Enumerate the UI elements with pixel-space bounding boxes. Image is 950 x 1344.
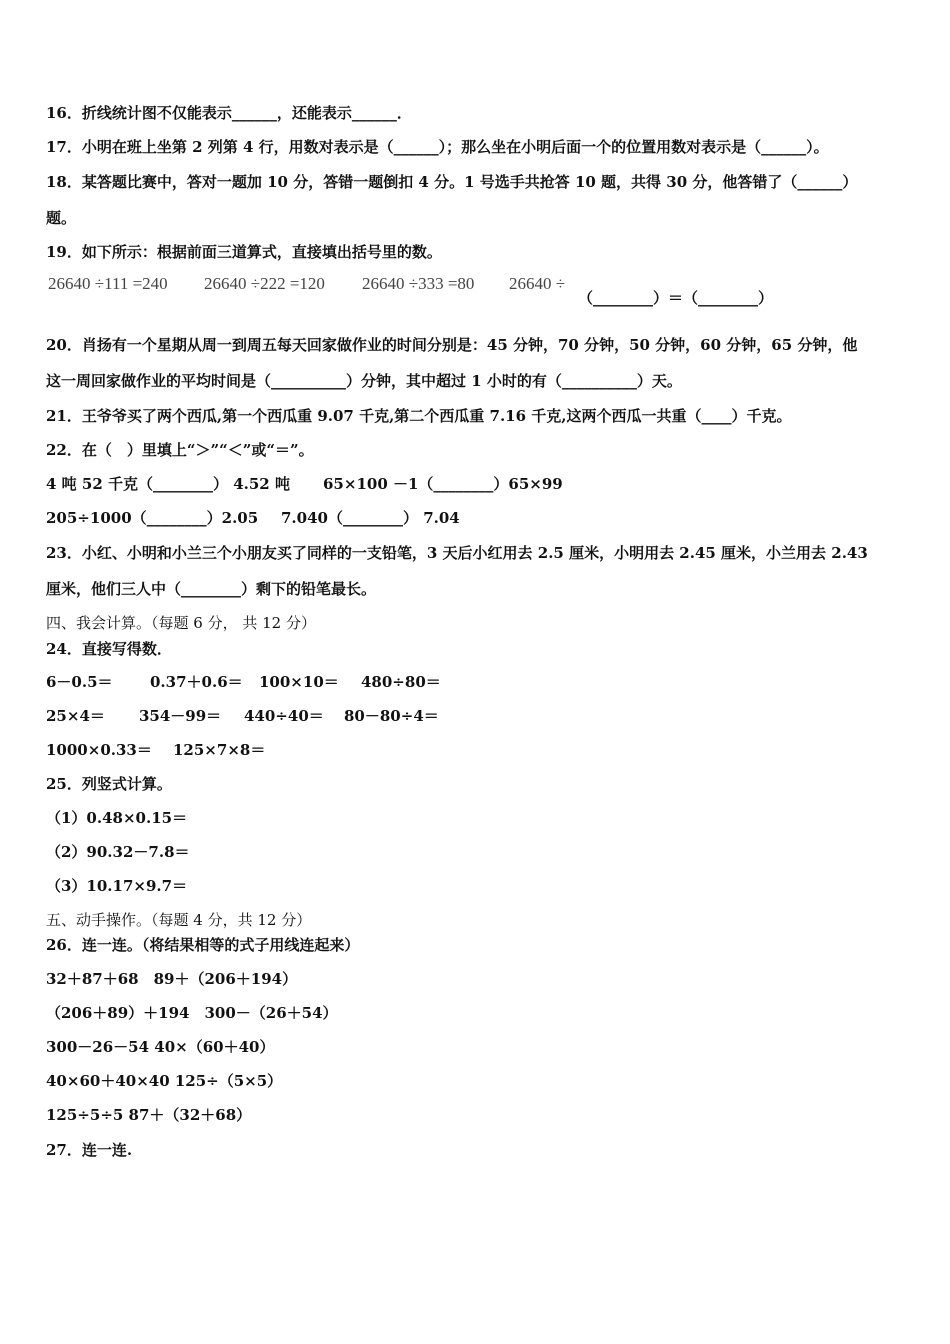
q26-row: 125÷5÷5 87＋（32＋68）	[46, 1106, 252, 1124]
q24-item: 354－99＝	[139, 707, 222, 725]
q24-item: 25×4＝	[46, 707, 105, 725]
question-23-line1: 23．小红、小明和小兰三个小朋友买了同样的一支铅笔，3 天后小红用去 2.5 厘米，小明用去 2.45 厘米，小兰用去 2.43	[46, 544, 868, 562]
question-22-title: 22．在（ ）里填上“＞”“＜”或“＝”。	[46, 441, 314, 459]
q25-item: （2）90.32－7.8＝	[46, 843, 190, 861]
q19-equation: 26640 ÷222 =120	[204, 274, 325, 293]
question-18-line1: 18．某答题比赛中，答对一题加 10 分，答错一题倒扣 4 分。1 号选手共抢答 10 题，共得 30 分，他答错了（______）	[46, 173, 858, 191]
q24-item: 80－80÷4＝	[344, 707, 439, 725]
q24-item: 480÷80＝	[361, 673, 441, 691]
question-20-line2: 这一周回家做作业的平均时间是（__________）分钟，其中超过 1 小时的有（__________）天。	[46, 372, 682, 390]
q22-item: 7.040（________） 7.04	[281, 509, 460, 527]
question-16: 16．折线统计图不仅能表示______，还能表示______．	[46, 104, 412, 122]
section-4-heading: 四、我会计算。（每题 6 分， 共 12 分）	[46, 614, 316, 632]
question-25-title: 25．列竖式计算。	[46, 775, 172, 793]
question-24-title: 24．直接写得数．	[46, 640, 172, 658]
question-17: 17．小明在班上坐第 2 列第 4 行，用数对表示是（______）；那么坐在小明后面一个的位置用数对表示是（______）。	[46, 138, 829, 156]
q22-item: 205÷1000（________）2.05	[46, 509, 259, 527]
q22-item: 65×100 －1（________）65×99	[323, 475, 563, 493]
section-5-heading: 五、动手操作。（每题 4 分，共 12 分）	[46, 911, 312, 929]
q19-blank: （________）＝（________）	[578, 289, 774, 307]
q19-equation: 26640 ÷	[509, 274, 566, 293]
q26-row: （206＋89）＋194 300－（26＋54）	[46, 1004, 338, 1022]
question-23-line2: 厘米，他们三人中（________）剩下的铅笔最长。	[46, 580, 377, 598]
q24-item: 6－0.5＝	[46, 673, 113, 691]
q24-item: 440÷40＝	[244, 707, 324, 725]
q26-row: 40×60＋40×40 125÷（5×5）	[46, 1072, 283, 1090]
q25-item: （3）10.17×9.7＝	[46, 877, 188, 895]
q24-item: 1000×0.33＝	[46, 741, 152, 759]
q24-item: 0.37＋0.6＝	[150, 673, 243, 691]
question-26-title: 26．连一连。（将结果相等的式子用线连起来）	[46, 936, 360, 954]
q19-equation: 26640 ÷111 =240	[48, 274, 168, 293]
q22-item: 4 吨 52 千克（________） 4.52 吨	[46, 475, 290, 493]
question-21: 21．王爷爷买了两个西瓜,第一个西瓜重 9.07 千克,第二个西瓜重 7.16 千克,这两个西瓜一共重（____）千克。	[46, 407, 792, 425]
q24-item: 125×7×8＝	[173, 741, 266, 759]
q26-row: 300－26－54 40×（60＋40）	[46, 1038, 275, 1056]
question-27-title: 27．连一连.	[46, 1141, 133, 1159]
question-20-line1: 20．肖扬有一个星期从周一到周五每天回家做作业的时间分别是：45 分钟，70 分钟，50 分钟，60 分钟，65 分钟，他	[46, 336, 858, 354]
question-19-title: 19．如下所示：根据前面三道算式，直接填出括号里的数。	[46, 243, 442, 261]
q19-equation: 26640 ÷333 =80	[362, 274, 475, 293]
q24-item: 100×10＝	[259, 673, 339, 691]
q26-row: 32＋87＋68 89＋（206＋194）	[46, 970, 298, 988]
q25-item: （1）0.48×0.15＝	[46, 809, 188, 827]
question-18-line2: 题。	[46, 209, 77, 227]
